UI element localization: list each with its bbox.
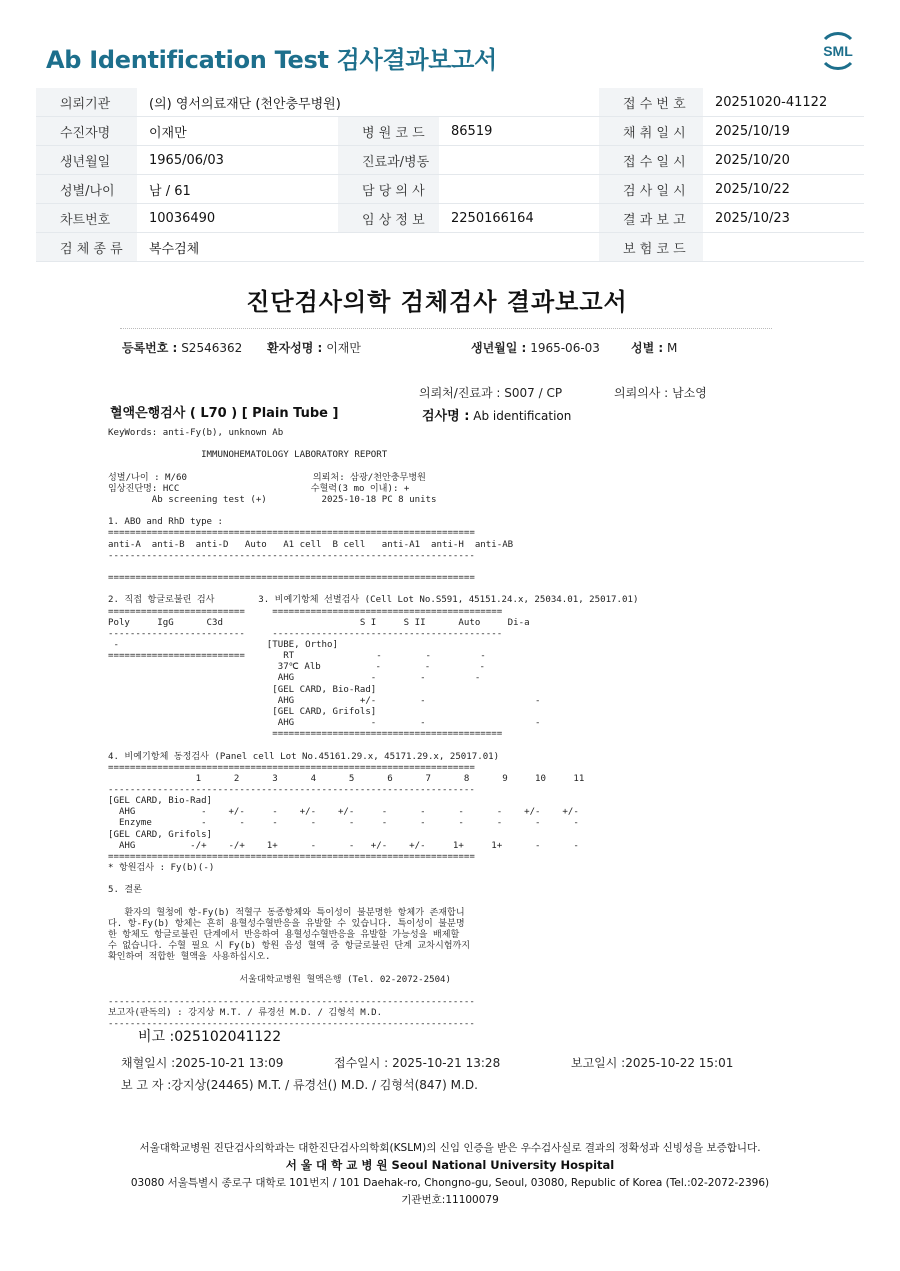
report-line: 4. 비예기항체 동정검사 (Panel cell Lot No.45161.29.x, 45171.29.x, 25017.01) [108,751,500,762]
info-value [439,146,599,175]
sex [631,339,677,356]
info-value: 2025/10/23 [703,204,864,233]
report-line: 한 항체도 항글로불린 단계에서 반응하여 용혈성수혈반응을 유발할 가능성을 배제할 [108,930,460,941]
info-value: 10036490 [137,204,338,233]
report-line: [GEL CARD, Grifols] [108,706,377,717]
report-line: 환자의 혈청에 항-Fy(b) 적혈구 동종항체와 특이성이 불분명한 항체가 존재합니 [108,907,465,918]
info-value: 1965/06/03 [137,146,338,175]
test-name [422,405,571,424]
doctor-label: 의뢰의사 : [614,386,669,400]
remark [138,1026,281,1046]
patient-label: 환자성명 : [267,341,323,355]
note-value: 025102041122 [174,1029,282,1045]
info-label: 병 원 코 드 [338,117,439,146]
info-value: 이재만 [137,117,338,146]
report-line: AHG - - - [108,718,541,729]
dob-value: 1965-06-03 [530,341,600,355]
report-value: 2025-10-22 15:01 [625,1056,734,1070]
info-label: 수진자명 [36,117,137,146]
info-value: 남 / 61 [137,175,338,204]
report-line: 다. 항-Fy(b) 항체는 흔히 용혈성수혈반응을 유발할 수 있습니다. 특이성이 불분명 [108,918,465,929]
info-value: 복수검체 [137,233,599,262]
info-label: 결 과 보 고 [599,204,703,233]
report-line: 1 2 3 4 5 6 7 8 9 10 11 [108,773,585,784]
info-label: 접 수 일 시 [599,146,703,175]
report-line: =================================================================== [108,573,475,584]
reporter-label: 보 고 자 : [121,1078,172,1092]
info-label: 진료과/병동 [338,146,439,175]
patient-info-table [36,88,864,262]
sml-logo-icon [817,30,859,72]
info-label: 생년월일 [36,146,137,175]
info-label: 성별/나이 [36,175,137,204]
report-line: 수 없습니다. 수혈 필요 시 Fy(b) 항원 음성 혈액 중 항글로불린 단계 교차시험까지 [108,941,471,952]
info-row [36,175,864,204]
info-value: 20251020-41122 [703,88,864,117]
report-line: [GEL CARD, Grifols] [108,829,213,840]
test-name-label: 검사명 : [422,409,470,424]
report-line: 보고자(판독의) : 강지상 M.T. / 류경선 M.D. / 김형석 M.D. [108,1008,383,1019]
report-line: AHG -/+ -/+ 1+ - - +/- +/- 1+ 1+ - - [108,840,579,851]
report-line: AHG - +/- - +/- +/- - - - - +/- +/- [108,807,579,818]
report-line: Poly IgG C3d S I S II Auto Di-a [108,617,530,628]
info-value: (의) 영서의료재단 (천안충무병원) [137,88,599,117]
report-line: [GEL CARD, Bio-Rad] [108,684,377,695]
report-line: =================================================================== [108,851,475,862]
certification-text: 서울대학교병원 진단검사의학과는 대한진단검사의학회(KSLM)의 신임 인증을 받은 우수검사실로 결과의 정확성과 신빙성을 보증합니다. [139,1142,761,1154]
report-label: 보고일시 : [571,1056,626,1070]
institution-number: 기관번호:11100079 [401,1194,499,1206]
reporter [121,1076,478,1093]
info-label: 임 상 정 보 [338,204,439,233]
report-line: [GEL CARD, Bio-Rad] [108,796,213,807]
reg-label: 등록번호 : [122,341,178,355]
note-label: 비고 : [138,1029,175,1045]
report-line: 37℃ Alb - - - [108,662,486,673]
report-line: Ab screening test (+) 2025-10-18 PC 8 units [108,494,437,505]
dept-label: 의뢰처/진료과 : [419,386,501,400]
report-line: ========================================== [108,729,503,740]
report-line: ------------------------------------------------------------------- [108,996,475,1007]
receive-value: 2025-10-21 13:28 [392,1056,501,1070]
dob-label: 생년월일 : [471,341,527,355]
info-label: 담 당 의 사 [338,175,439,204]
info-label: 검 사 일 시 [599,175,703,204]
patient-value: 이재만 [326,341,361,355]
report-line: =================================================================== [108,762,475,773]
report-line: 확인하여 적합한 혈액을 사용하십시오. [108,952,271,963]
collect-value: 2025-10-21 13:09 [175,1056,284,1070]
report-line: AHG +/- - - [108,695,541,706]
info-row [36,204,864,233]
report-line: Enzyme - - - - - - - - - - - [108,818,579,829]
report-line: - [TUBE, Ortho] [108,639,338,650]
report-line: ------------------------------------------------------------------- [108,785,475,795]
test-group: 혈액은행검사 ( L70 ) [ Plain Tube ] [110,406,339,421]
report-line: ========================= RT - - - [108,651,486,662]
collect-time [121,1054,283,1071]
info-value [439,175,599,204]
info-label: 채 취 일 시 [599,117,703,146]
report-title: Ab Identification Test 검사결과보고서 [46,46,497,74]
test-name-value: Ab identification [473,409,572,423]
sex-label: 성별 : [631,341,664,355]
info-label: 차트번호 [36,204,137,233]
info-label: 검 체 종 류 [36,233,137,262]
sex-value: M [667,341,678,355]
report-line: ------------------------- ------------------------------------------ [108,628,503,639]
report-line: ------------------------------------------------------------------- [108,550,475,561]
info-row [36,88,864,117]
report-line: anti-A anti-B anti-D Auto A1 cell B cell anti-A1 anti-H anti-AB [108,539,514,550]
receive-label: 접수일시 : [334,1056,389,1070]
info-value: 86519 [439,117,599,146]
info-value: 2025/10/22 [703,175,864,204]
divider [120,328,772,329]
department [419,384,562,401]
main-report-title: 진단검사의학 검체검사 결과보고서 [246,288,628,316]
info-value: 2250166164 [439,204,599,233]
report-line: ========================= ========================================== [108,606,503,617]
requesting-doctor [614,384,707,401]
report-line: 임상진단명: HCC 수혈력(3 mo 이내): + [108,483,410,494]
info-label: 접 수 번 호 [599,88,703,117]
info-label: 의뢰기관 [36,88,137,117]
dept-value: S007 / CP [504,386,563,400]
receive-time [334,1054,500,1071]
info-label: 보 험 코 드 [599,233,703,262]
report-line: 성별/나이 : M/60 의뢰처: 삼광/천안충무병원 [108,472,426,483]
report-line: 5. 결론 [108,885,142,896]
report-body [108,428,638,1030]
reg-value: S2546362 [181,341,243,355]
report-time [571,1054,733,1071]
info-value: 2025/10/19 [703,117,864,146]
report-line: ------------------------------------------------------------------- [108,1019,475,1030]
report-line: 1. ABO and RhD type : [108,517,223,528]
patient-name [267,339,361,356]
info-row [36,233,864,262]
report-line: * 항원검사 : Fy(b)(-) [108,863,215,874]
hospital-name: 서 울 대 학 교 병 원 Seoul National University Hospital [285,1158,615,1172]
info-row [36,117,864,146]
report-line: =================================================================== [108,528,475,539]
date-of-birth [471,339,600,356]
report-line: IMMUNOHEMATOLOGY LABORATORY REPORT [108,450,388,461]
report-line: 서울대학교병원 혈액은행 (Tel. 02-2072-2504) [108,974,452,985]
reporter-value: 강지상(24465) M.T. / 류경선() M.D. / 김형석(847) M.D. [171,1078,478,1092]
doctor-value: 남소영 [672,386,707,400]
report-line: 2. 직접 항글로불린 검사 3. 비예기항체 선별검사 (Cell Lot No.S591, 45151.24.x, 25034.01, 25017.01) [108,595,639,606]
info-row [36,146,864,175]
logo-text: SML [823,43,853,59]
report-line: KeyWords: anti-Fy(b), unknown Ab [108,428,284,438]
info-value [703,233,864,262]
registration-number [122,339,242,356]
collect-label: 채혈일시 : [121,1056,176,1070]
hospital-address: 03080 서울특별시 종로구 대학로 101번지 / 101 Daehak-ro, Chongno-gu, Seoul, 03080, Republic of Korea (Tel.:02-2072-2396) [130,1177,770,1189]
info-value: 2025/10/20 [703,146,864,175]
report-line: AHG - - - [108,673,481,684]
